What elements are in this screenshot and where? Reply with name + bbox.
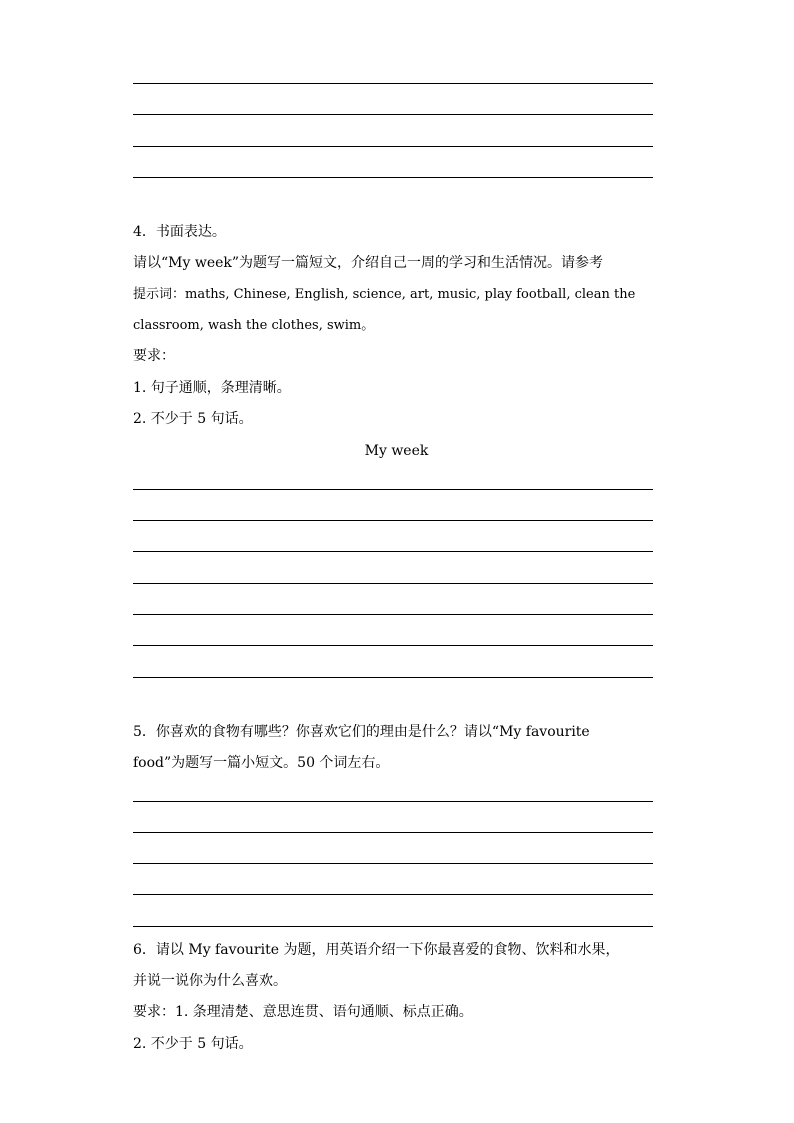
writing-line[interactable] (133, 146, 653, 147)
q4-prompt-line2: 提示词：maths, Chinese, English, science, art, music, play football, clean the (133, 287, 636, 302)
writing-line[interactable] (133, 489, 653, 490)
q5-prompt-line1: 5．你喜欢的食物有哪些？你喜欢它们的理由是什么？请以“My favourite (133, 724, 590, 740)
writing-line[interactable] (133, 677, 653, 678)
q5-prompt-line2: food”为题写一篇小短文。50 个词左右。 (133, 755, 390, 771)
writing-line[interactable] (133, 114, 653, 115)
writing-line[interactable] (133, 177, 653, 178)
q6-requirement-2: 2. 不少于 5 句话。 (133, 1036, 253, 1052)
writing-line[interactable] (133, 645, 653, 646)
writing-line[interactable] (133, 801, 653, 802)
writing-line[interactable] (133, 520, 653, 521)
writing-line[interactable] (133, 583, 653, 584)
writing-line[interactable] (133, 863, 653, 864)
writing-line[interactable] (133, 926, 653, 927)
q4-heading: 4．书面表达。 (133, 224, 226, 240)
q4-essay-title: My week (364, 443, 429, 459)
writing-line[interactable] (133, 83, 653, 84)
q6-requirement-1: 要求：1. 条理清楚、意思连贯、语句通顺、标点正确。 (133, 1004, 473, 1020)
q4-prompt-line3: classroom, wash the clothes, swim。 (133, 318, 375, 333)
q6-prompt-line1: 6．请以 My favourite 为题，用英语介绍一下你最喜爱的食物、饮料和水果， (133, 942, 620, 958)
q4-requirements-label: 要求： (133, 348, 175, 364)
q4-requirement-1: 1. 句子通顺，条理清晰。 (133, 380, 291, 396)
q4-requirement-2: 2. 不少于 5 句话。 (133, 411, 253, 427)
writing-line[interactable] (133, 832, 653, 833)
q4-prompt-line1: 请以“My week”为题写一篇短文，介绍自己一周的学习和生活情况。请参考 (133, 255, 604, 271)
q6-prompt-line2: 并说一说你为什么喜欢。 (133, 973, 287, 989)
writing-line[interactable] (133, 551, 653, 552)
writing-line[interactable] (133, 894, 653, 895)
writing-line[interactable] (133, 614, 653, 615)
